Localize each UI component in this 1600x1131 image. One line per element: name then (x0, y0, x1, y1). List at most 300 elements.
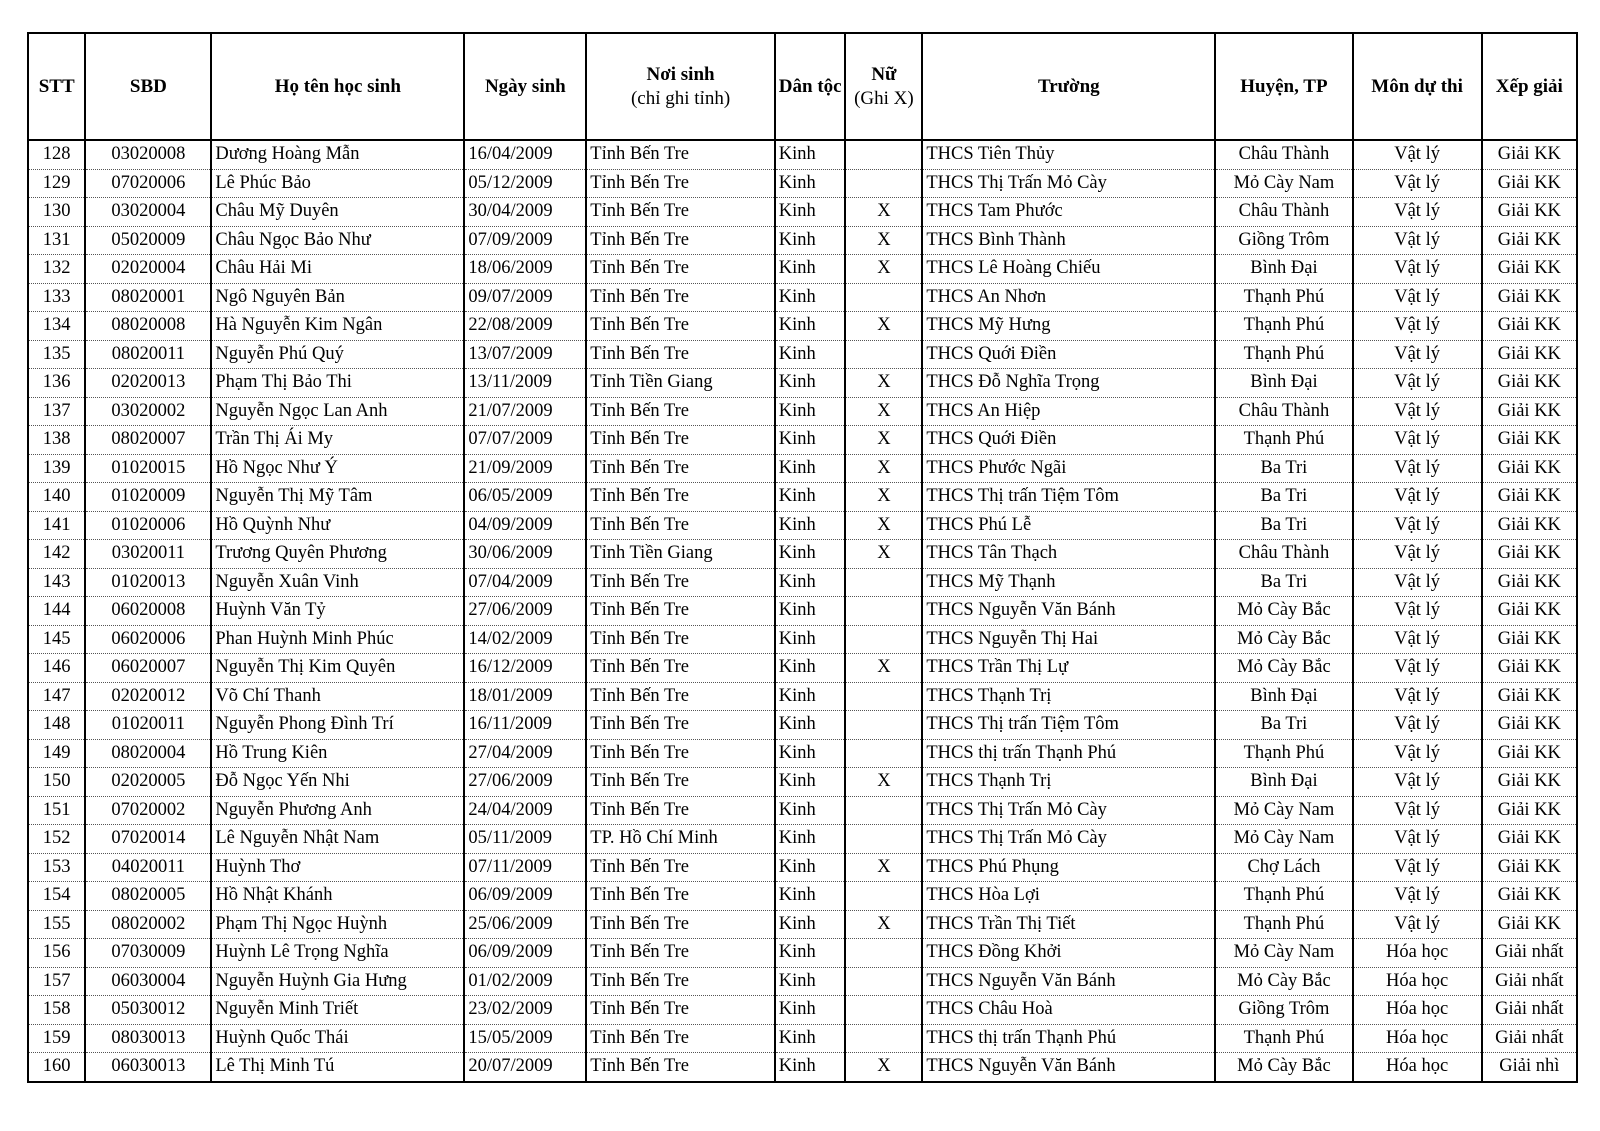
cell-ethnicity: Kinh (775, 511, 846, 540)
cell-female: X (845, 454, 922, 483)
header-district: Huyện, TP (1215, 33, 1352, 140)
cell-dob: 30/04/2009 (464, 198, 586, 227)
cell-award: Giải KK (1482, 283, 1577, 312)
cell-ethnicity: Kinh (775, 910, 846, 939)
cell-subject: Vật lý (1353, 711, 1482, 740)
cell-school: THCS Phú Phụng (922, 853, 1215, 882)
cell-award: Giải KK (1482, 654, 1577, 683)
cell-award: Giải nhất (1482, 939, 1577, 968)
cell-subject: Vật lý (1353, 625, 1482, 654)
cell-district: Mỏ Cày Nam (1215, 939, 1352, 968)
cell-name: Huỳnh Lê Trọng Nghĩa (211, 939, 464, 968)
cell-stt: 160 (28, 1053, 85, 1082)
cell-stt: 144 (28, 597, 85, 626)
cell-dob: 06/09/2009 (464, 939, 586, 968)
cell-name: Hà Nguyễn Kim Ngân (211, 312, 464, 341)
cell-dob: 27/04/2009 (464, 739, 586, 768)
cell-district: Bình Đại (1215, 369, 1352, 398)
cell-pob: Tỉnh Bến Tre (586, 711, 775, 740)
cell-district: Mỏ Cày Bắc (1215, 654, 1352, 683)
cell-female: X (845, 1053, 922, 1082)
cell-subject: Vật lý (1353, 283, 1482, 312)
cell-ethnicity: Kinh (775, 140, 846, 169)
table-row (28, 910, 1577, 939)
cell-district: Mỏ Cày Nam (1215, 825, 1352, 854)
cell-female (845, 140, 922, 169)
cell-subject: Hóa học (1353, 1053, 1482, 1082)
cell-pob: Tỉnh Bến Tre (586, 140, 775, 169)
header-pob-label: Nơi sinh (646, 63, 715, 85)
cell-dob: 07/09/2009 (464, 226, 586, 255)
cell-district: Thạnh Phú (1215, 1024, 1352, 1053)
cell-female (845, 882, 922, 911)
cell-female (845, 939, 922, 968)
cell-ethnicity: Kinh (775, 682, 846, 711)
cell-female: X (845, 540, 922, 569)
cell-district: Mỏ Cày Nam (1215, 169, 1352, 198)
cell-award: Giải KK (1482, 540, 1577, 569)
cell-name: Nguyễn Phong Đình Trí (211, 711, 464, 740)
cell-sbd: 04020011 (85, 853, 211, 882)
cell-subject: Vật lý (1353, 568, 1482, 597)
table-row (28, 796, 1577, 825)
cell-school: THCS Thị Trấn Mỏ Cày (922, 169, 1215, 198)
cell-female (845, 739, 922, 768)
header-dob: Ngày sinh (464, 33, 586, 140)
cell-pob: Tỉnh Tiền Giang (586, 369, 775, 398)
cell-ethnicity: Kinh (775, 1053, 846, 1082)
cell-subject: Vật lý (1353, 882, 1482, 911)
cell-female (845, 568, 922, 597)
cell-ethnicity: Kinh (775, 226, 846, 255)
cell-school: THCS An Nhơn (922, 283, 1215, 312)
cell-dob: 09/07/2009 (464, 283, 586, 312)
results-table (27, 32, 1578, 1083)
cell-award: Giải KK (1482, 597, 1577, 626)
header-row (28, 33, 1577, 140)
cell-school: THCS Trần Thị Tiết (922, 910, 1215, 939)
cell-sbd: 07020014 (85, 825, 211, 854)
cell-subject: Hóa học (1353, 939, 1482, 968)
cell-district: Ba Tri (1215, 454, 1352, 483)
cell-award: Giải KK (1482, 682, 1577, 711)
cell-stt: 131 (28, 226, 85, 255)
cell-award: Giải KK (1482, 568, 1577, 597)
cell-female: X (845, 910, 922, 939)
cell-name: Huỳnh Văn Tỷ (211, 597, 464, 626)
cell-name: Phạm Thị Ngọc Huỳnh (211, 910, 464, 939)
cell-ethnicity: Kinh (775, 768, 846, 797)
cell-subject: Vật lý (1353, 682, 1482, 711)
cell-stt: 134 (28, 312, 85, 341)
table-row (28, 369, 1577, 398)
cell-stt: 153 (28, 853, 85, 882)
cell-pob: Tỉnh Bến Tre (586, 454, 775, 483)
table-row (28, 967, 1577, 996)
table-row (28, 1024, 1577, 1053)
cell-pob: Tỉnh Bến Tre (586, 483, 775, 512)
cell-pob: Tỉnh Bến Tre (586, 768, 775, 797)
cell-stt: 143 (28, 568, 85, 597)
cell-dob: 16/11/2009 (464, 711, 586, 740)
cell-sbd: 02020005 (85, 768, 211, 797)
cell-dob: 21/07/2009 (464, 397, 586, 426)
cell-district: Thạnh Phú (1215, 283, 1352, 312)
cell-subject: Vật lý (1353, 511, 1482, 540)
cell-district: Ba Tri (1215, 511, 1352, 540)
cell-dob: 20/07/2009 (464, 1053, 586, 1082)
cell-ethnicity: Kinh (775, 739, 846, 768)
cell-dob: 18/06/2009 (464, 255, 586, 284)
cell-female: X (845, 369, 922, 398)
cell-subject: Vật lý (1353, 340, 1482, 369)
cell-school: THCS Tân Thạch (922, 540, 1215, 569)
cell-pob: Tỉnh Bến Tre (586, 169, 775, 198)
cell-ethnicity: Kinh (775, 825, 846, 854)
cell-pob: Tỉnh Bến Tre (586, 996, 775, 1025)
cell-school: THCS Thạnh Trị (922, 682, 1215, 711)
cell-stt: 129 (28, 169, 85, 198)
cell-sbd: 03020011 (85, 540, 211, 569)
cell-dob: 27/06/2009 (464, 597, 586, 626)
cell-sbd: 03020004 (85, 198, 211, 227)
table-row (28, 597, 1577, 626)
cell-subject: Hóa học (1353, 1024, 1482, 1053)
cell-stt: 157 (28, 967, 85, 996)
table-row (28, 255, 1577, 284)
cell-school: THCS Hòa Lợi (922, 882, 1215, 911)
cell-sbd: 07020006 (85, 169, 211, 198)
cell-sbd: 08020011 (85, 340, 211, 369)
cell-district: Thạnh Phú (1215, 426, 1352, 455)
cell-district: Châu Thành (1215, 140, 1352, 169)
cell-subject: Vật lý (1353, 140, 1482, 169)
cell-dob: 13/11/2009 (464, 369, 586, 398)
cell-school: THCS Thị trấn Tiệm Tôm (922, 483, 1215, 512)
cell-subject: Vật lý (1353, 454, 1482, 483)
cell-ethnicity: Kinh (775, 169, 846, 198)
cell-female (845, 967, 922, 996)
cell-female (845, 597, 922, 626)
cell-ethnicity: Kinh (775, 996, 846, 1025)
cell-award: Giải KK (1482, 140, 1577, 169)
cell-subject: Vật lý (1353, 226, 1482, 255)
cell-school: THCS Nguyễn Văn Bánh (922, 967, 1215, 996)
cell-dob: 30/06/2009 (464, 540, 586, 569)
cell-subject: Vật lý (1353, 739, 1482, 768)
cell-name: Trần Thị Ái My (211, 426, 464, 455)
cell-sbd: 08030013 (85, 1024, 211, 1053)
cell-school: THCS Tiên Thủy (922, 140, 1215, 169)
cell-district: Giồng Trôm (1215, 996, 1352, 1025)
cell-female (845, 283, 922, 312)
cell-pob: Tỉnh Bến Tre (586, 597, 775, 626)
cell-stt: 158 (28, 996, 85, 1025)
cell-pob: Tỉnh Bến Tre (586, 625, 775, 654)
cell-pob: Tỉnh Bến Tre (586, 397, 775, 426)
header-subject: Môn dự thi (1353, 33, 1482, 140)
cell-ethnicity: Kinh (775, 340, 846, 369)
cell-dob: 21/09/2009 (464, 454, 586, 483)
cell-subject: Vật lý (1353, 397, 1482, 426)
cell-school: THCS Quới Điền (922, 340, 1215, 369)
cell-subject: Hóa học (1353, 967, 1482, 996)
cell-dob: 06/05/2009 (464, 483, 586, 512)
cell-female (845, 1024, 922, 1053)
cell-award: Giải nhất (1482, 996, 1577, 1025)
cell-pob: Tỉnh Bến Tre (586, 340, 775, 369)
cell-sbd: 03020008 (85, 140, 211, 169)
cell-pob: Tỉnh Bến Tre (586, 255, 775, 284)
cell-stt: 142 (28, 540, 85, 569)
cell-female (845, 711, 922, 740)
cell-school: THCS Châu Hoà (922, 996, 1215, 1025)
cell-sbd: 06020006 (85, 625, 211, 654)
cell-name: Nguyễn Huỳnh Gia Hưng (211, 967, 464, 996)
cell-dob: 01/02/2009 (464, 967, 586, 996)
cell-pob: Tỉnh Bến Tre (586, 910, 775, 939)
cell-sbd: 01020015 (85, 454, 211, 483)
cell-award: Giải KK (1482, 169, 1577, 198)
cell-dob: 24/04/2009 (464, 796, 586, 825)
cell-female (845, 682, 922, 711)
header-female (845, 33, 922, 140)
cell-stt: 132 (28, 255, 85, 284)
table-row (28, 568, 1577, 597)
header-school: Trường (922, 33, 1215, 140)
cell-subject: Vật lý (1353, 910, 1482, 939)
cell-school: THCS Thạnh Trị (922, 768, 1215, 797)
cell-ethnicity: Kinh (775, 369, 846, 398)
cell-district: Châu Thành (1215, 540, 1352, 569)
cell-sbd: 05030012 (85, 996, 211, 1025)
table-row (28, 397, 1577, 426)
cell-subject: Vật lý (1353, 169, 1482, 198)
cell-name: Nguyễn Ngọc Lan Anh (211, 397, 464, 426)
cell-school: THCS Phước Ngãi (922, 454, 1215, 483)
cell-district: Mỏ Cày Bắc (1215, 597, 1352, 626)
cell-ethnicity: Kinh (775, 625, 846, 654)
cell-sbd: 08020002 (85, 910, 211, 939)
header-award: Xếp giải (1482, 33, 1577, 140)
cell-school: THCS Nguyễn Thị Hai (922, 625, 1215, 654)
cell-sbd: 08020001 (85, 283, 211, 312)
cell-ethnicity: Kinh (775, 853, 846, 882)
table-row (28, 426, 1577, 455)
cell-female: X (845, 397, 922, 426)
cell-stt: 155 (28, 910, 85, 939)
cell-award: Giải KK (1482, 825, 1577, 854)
cell-pob: Tỉnh Bến Tre (586, 739, 775, 768)
table-row (28, 540, 1577, 569)
cell-award: Giải KK (1482, 739, 1577, 768)
cell-award: Giải KK (1482, 882, 1577, 911)
cell-sbd: 01020006 (85, 511, 211, 540)
table-row (28, 312, 1577, 341)
cell-sbd: 07030009 (85, 939, 211, 968)
cell-name: Nguyễn Xuân Vinh (211, 568, 464, 597)
table-row (28, 825, 1577, 854)
cell-ethnicity: Kinh (775, 255, 846, 284)
cell-stt: 151 (28, 796, 85, 825)
cell-award: Giải nhất (1482, 1024, 1577, 1053)
header-pob-note: (chỉ ghi tỉnh) (630, 87, 731, 109)
cell-ethnicity: Kinh (775, 796, 846, 825)
cell-award: Giải KK (1482, 796, 1577, 825)
cell-district: Chợ Lách (1215, 853, 1352, 882)
table-row (28, 882, 1577, 911)
cell-subject: Vật lý (1353, 426, 1482, 455)
cell-district: Ba Tri (1215, 568, 1352, 597)
cell-sbd: 08020005 (85, 882, 211, 911)
cell-ethnicity: Kinh (775, 597, 846, 626)
cell-ethnicity: Kinh (775, 283, 846, 312)
cell-subject: Vật lý (1353, 369, 1482, 398)
cell-school: THCS An Hiệp (922, 397, 1215, 426)
cell-stt: 152 (28, 825, 85, 854)
table-row (28, 711, 1577, 740)
table-row (28, 853, 1577, 882)
cell-name: Huỳnh Thơ (211, 853, 464, 882)
cell-female (845, 996, 922, 1025)
cell-name: Nguyễn Phú Quý (211, 340, 464, 369)
cell-stt: 137 (28, 397, 85, 426)
cell-sbd: 05020009 (85, 226, 211, 255)
cell-name: Nguyễn Phương Anh (211, 796, 464, 825)
cell-female: X (845, 198, 922, 227)
cell-ethnicity: Kinh (775, 568, 846, 597)
cell-dob: 07/07/2009 (464, 426, 586, 455)
cell-ethnicity: Kinh (775, 312, 846, 341)
cell-award: Giải KK (1482, 340, 1577, 369)
cell-dob: 27/06/2009 (464, 768, 586, 797)
cell-pob: Tỉnh Bến Tre (586, 568, 775, 597)
cell-district: Ba Tri (1215, 711, 1352, 740)
cell-female: X (845, 853, 922, 882)
cell-name: Hồ Trung Kiên (211, 739, 464, 768)
cell-sbd: 02020012 (85, 682, 211, 711)
cell-dob: 16/12/2009 (464, 654, 586, 683)
table-row (28, 1053, 1577, 1082)
cell-district: Mỏ Cày Bắc (1215, 1053, 1352, 1082)
cell-district: Châu Thành (1215, 198, 1352, 227)
cell-pob: Tỉnh Bến Tre (586, 198, 775, 227)
cell-award: Giải KK (1482, 255, 1577, 284)
cell-female (845, 825, 922, 854)
cell-ethnicity: Kinh (775, 1024, 846, 1053)
cell-pob: Tỉnh Bến Tre (586, 1024, 775, 1053)
cell-female: X (845, 255, 922, 284)
cell-district: Châu Thành (1215, 397, 1352, 426)
cell-school: THCS Đồng Khởi (922, 939, 1215, 968)
cell-ethnicity: Kinh (775, 711, 846, 740)
cell-name: Châu Ngọc Bảo Như (211, 226, 464, 255)
cell-school: THCS Nguyễn Văn Bánh (922, 1053, 1215, 1082)
cell-stt: 139 (28, 454, 85, 483)
cell-pob: TP. Hồ Chí Minh (586, 825, 775, 854)
cell-award: Giải KK (1482, 625, 1577, 654)
cell-ethnicity: Kinh (775, 540, 846, 569)
cell-sbd: 01020009 (85, 483, 211, 512)
cell-district: Giồng Trôm (1215, 226, 1352, 255)
cell-name: Hồ Quỳnh Như (211, 511, 464, 540)
cell-name: Nguyễn Thị Kim Quyên (211, 654, 464, 683)
cell-sbd: 08020004 (85, 739, 211, 768)
cell-award: Giải KK (1482, 910, 1577, 939)
cell-subject: Vật lý (1353, 198, 1482, 227)
cell-ethnicity: Kinh (775, 882, 846, 911)
cell-sbd: 01020013 (85, 568, 211, 597)
cell-stt: 159 (28, 1024, 85, 1053)
cell-subject: Vật lý (1353, 312, 1482, 341)
cell-ethnicity: Kinh (775, 483, 846, 512)
cell-stt: 141 (28, 511, 85, 540)
cell-name: Nguyễn Thị Mỹ Tâm (211, 483, 464, 512)
cell-award: Giải KK (1482, 853, 1577, 882)
cell-school: THCS Đỗ Nghĩa Trọng (922, 369, 1215, 398)
cell-award: Giải nhất (1482, 967, 1577, 996)
cell-dob: 16/04/2009 (464, 140, 586, 169)
cell-pob: Tỉnh Bến Tre (586, 796, 775, 825)
cell-award: Giải KK (1482, 711, 1577, 740)
cell-sbd: 02020013 (85, 369, 211, 398)
cell-ethnicity: Kinh (775, 454, 846, 483)
cell-school: THCS Tam Phước (922, 198, 1215, 227)
cell-female: X (845, 483, 922, 512)
cell-dob: 22/08/2009 (464, 312, 586, 341)
cell-pob: Tỉnh Bến Tre (586, 283, 775, 312)
table-row (28, 654, 1577, 683)
table-row (28, 283, 1577, 312)
cell-stt: 130 (28, 198, 85, 227)
cell-pob: Tỉnh Bến Tre (586, 853, 775, 882)
cell-sbd: 06030013 (85, 1053, 211, 1082)
table-row (28, 140, 1577, 169)
table-row (28, 682, 1577, 711)
cell-pob: Tỉnh Bến Tre (586, 426, 775, 455)
cell-sbd: 06020007 (85, 654, 211, 683)
cell-district: Ba Tri (1215, 483, 1352, 512)
cell-subject: Vật lý (1353, 768, 1482, 797)
cell-dob: 25/06/2009 (464, 910, 586, 939)
cell-name: Lê Phúc Bảo (211, 169, 464, 198)
table-row (28, 739, 1577, 768)
cell-stt: 145 (28, 625, 85, 654)
cell-school: THCS Thị Trấn Mỏ Cày (922, 796, 1215, 825)
cell-school: THCS Mỹ Hưng (922, 312, 1215, 341)
cell-district: Thạnh Phú (1215, 882, 1352, 911)
cell-dob: 15/05/2009 (464, 1024, 586, 1053)
cell-subject: Hóa học (1353, 996, 1482, 1025)
cell-dob: 06/09/2009 (464, 882, 586, 911)
cell-dob: 23/02/2009 (464, 996, 586, 1025)
cell-district: Mỏ Cày Nam (1215, 796, 1352, 825)
cell-district: Bình Đại (1215, 682, 1352, 711)
cell-name: Huỳnh Quốc Thái (211, 1024, 464, 1053)
cell-name: Châu Hải Mi (211, 255, 464, 284)
cell-subject: Vật lý (1353, 654, 1482, 683)
cell-subject: Vật lý (1353, 853, 1482, 882)
header-name: Họ tên học sinh (211, 33, 464, 140)
cell-name: Đỗ Ngọc Yến Nhi (211, 768, 464, 797)
cell-name: Nguyễn Minh Triết (211, 996, 464, 1025)
cell-sbd: 08020008 (85, 312, 211, 341)
cell-dob: 05/11/2009 (464, 825, 586, 854)
cell-female (845, 796, 922, 825)
cell-pob: Tỉnh Bến Tre (586, 939, 775, 968)
cell-district: Mỏ Cày Bắc (1215, 625, 1352, 654)
cell-award: Giải KK (1482, 426, 1577, 455)
